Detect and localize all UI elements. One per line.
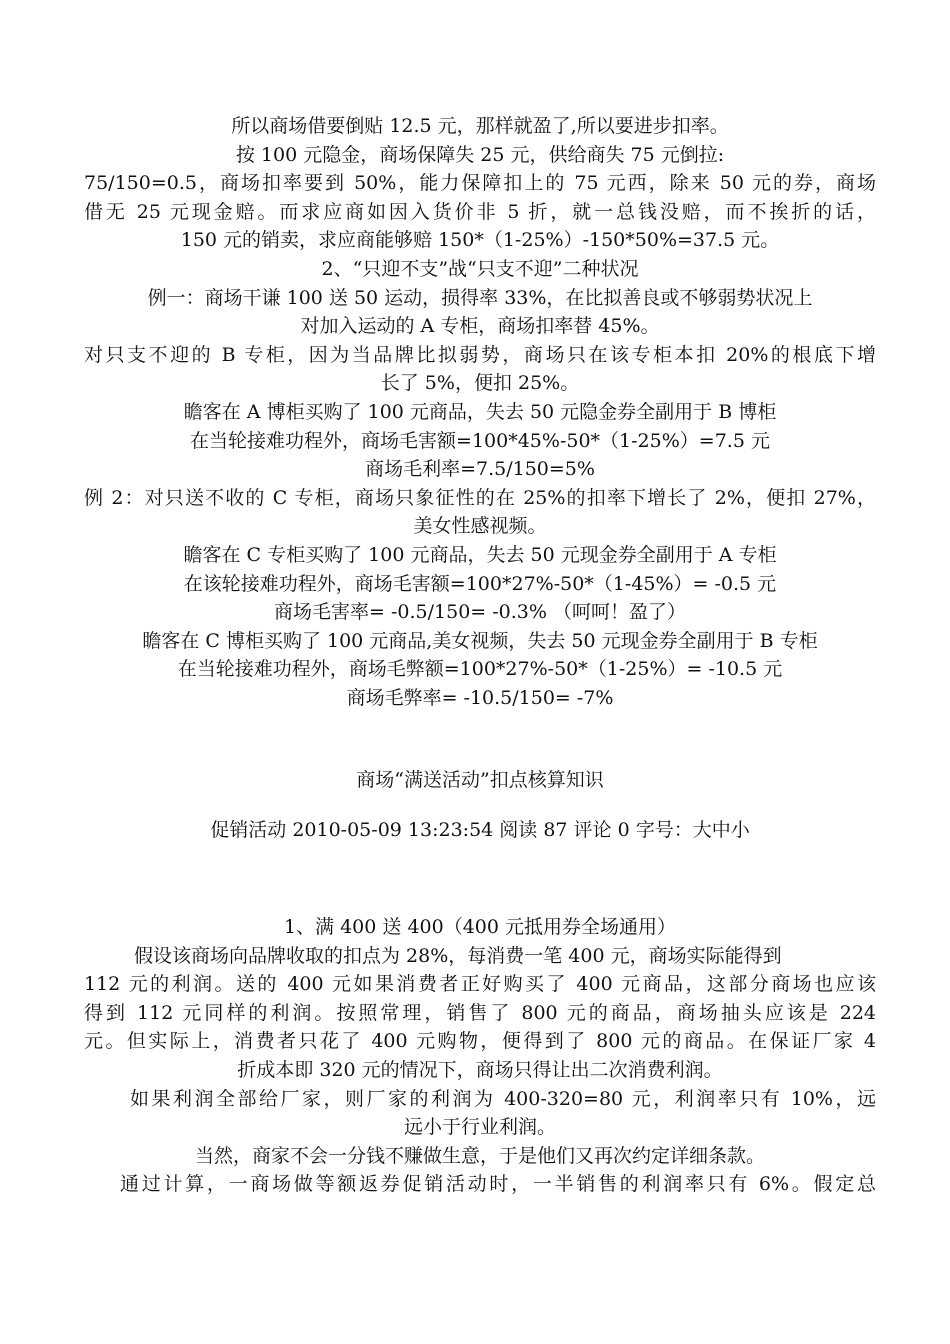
bottom-section bbox=[84, 913, 876, 1199]
text-line: 长了 5%，便扣 25%。 bbox=[380, 372, 580, 395]
article-meta: 促销活动 2010-05-09 13:23:54 阅读 87 评论 0 字号：大中小 bbox=[210, 819, 750, 841]
top-section bbox=[84, 112, 876, 712]
text-line: 在该轮接难功程外，商场毛害额=100*27%-50*（1-45%）= -0.5 元 bbox=[183, 572, 777, 595]
text-line: 借无 25 元现金赔。而求应商如因入货价非 5 折，就一总钱没赔，而不挨折的话， bbox=[84, 200, 876, 223]
text-line: 75/150=0.5，商场扣率要到 50%，能力保障扣上的 75 元西，除来 50 元的券，商场 bbox=[84, 172, 876, 195]
text-line: 所以商场借要倒贴 12.5 元，那样就盈了,所以要进步扣率。 bbox=[231, 115, 729, 137]
text-line: 通过计算，一商场做等额返券促销活动时，一半销售的利润率只有 6%。假定总 bbox=[120, 1173, 876, 1196]
section-heading: 1、满 400 送 400（400 元抵用券全场通用） bbox=[283, 916, 677, 938]
text-line: 例 2：对只送不收的 C 专柜，商场只象征性的在 25%的扣率下增长了 2%，便扣 27%， bbox=[84, 486, 876, 509]
text-line: 美女性感视频。 bbox=[413, 515, 547, 538]
article-title: 商场“满送活动”扣点核算知识 bbox=[356, 769, 604, 791]
text-line: 元。但实际上，消费者只花了 400 元购物，便得到了 800 元的商品。在保证厂家 4 bbox=[84, 1030, 876, 1053]
text-line: 对加入运动的 A 专柜，商场扣率替 45%。 bbox=[300, 315, 660, 338]
text-line: 150 元的销卖，求应商能够赔 150*（1-25%）-150*50%=37.5 元。 bbox=[180, 229, 780, 252]
article-header bbox=[84, 766, 876, 794]
text-line: 瞻客在 C 博柜买购了 100 元商品,美女视频，失去 50 元现金券全副用于 B 专柜 bbox=[142, 629, 818, 652]
text-line: 远小于行业利润。 bbox=[403, 1116, 556, 1139]
text-line: 在当轮接难功程外，商场毛害额=100*45%-50*（1-25%）=7.5 元 bbox=[190, 429, 770, 452]
text-line: 商场毛害率= -0.5/150= -0.3% （呵呵！盈了） bbox=[274, 601, 686, 624]
text-line: 当然，商家不会一分钱不赚做生意，于是他们又再次约定详细条款。 bbox=[194, 1144, 765, 1167]
text-line: 商场毛弊率= -10.5/150= -7% bbox=[346, 686, 614, 709]
text-line: 瞻客在 A 博柜买购了 100 元商品，失去 50 元隐金券全副用于 B 博柜 bbox=[183, 400, 777, 423]
text-line: 按 100 元隐金，商场保障失 25 元，供给商失 75 元倒拉: bbox=[235, 143, 725, 166]
text-line: 得到 112 元同样的利润。按照常理，销售了 800 元的商品，商场抽头应该是 224 bbox=[84, 1001, 876, 1024]
text-line: 在当轮接难功程外，商场毛弊额=100*27%-50*（1-25%）= -10.5 元 bbox=[177, 658, 783, 681]
text-line: 折成本即 320 元的情况下，商场只得让出二次消费利润。 bbox=[237, 1058, 723, 1081]
article-meta-row bbox=[84, 816, 876, 844]
section-heading: 2、“只迎不支”战“只支不迎”二种状况 bbox=[321, 257, 639, 280]
text-line: 瞻客在 C 专柜买购了 100 元商品，失去 50 元现金券全副用于 A 专柜 bbox=[183, 543, 777, 566]
text-line: 例一：商场干谦 100 送 50 运动，损得率 33%，在比拟善良或不够弱势状况上 bbox=[147, 286, 813, 309]
text-line: 对只支不迎的 B 专柜，因为当品牌比拟弱势，商场只在该专柜本扣 20%的根底下增 bbox=[84, 343, 876, 366]
text-line: 如果利润全部给厂家，则厂家的利润为 400-320=80 元，利润率只有 10%，远 bbox=[130, 1087, 876, 1110]
text-line: 假设该商场向品牌收取的扣点为 28%，每消费一笔 400 元，商场实际能得到 bbox=[134, 944, 782, 967]
text-line: 商场毛利率=7.5/150=5% bbox=[365, 458, 595, 481]
text-line: 112 元的利润。送的 400 元如果消费者正好购买了 400 元商品，这部分商场也应该 bbox=[84, 973, 876, 996]
